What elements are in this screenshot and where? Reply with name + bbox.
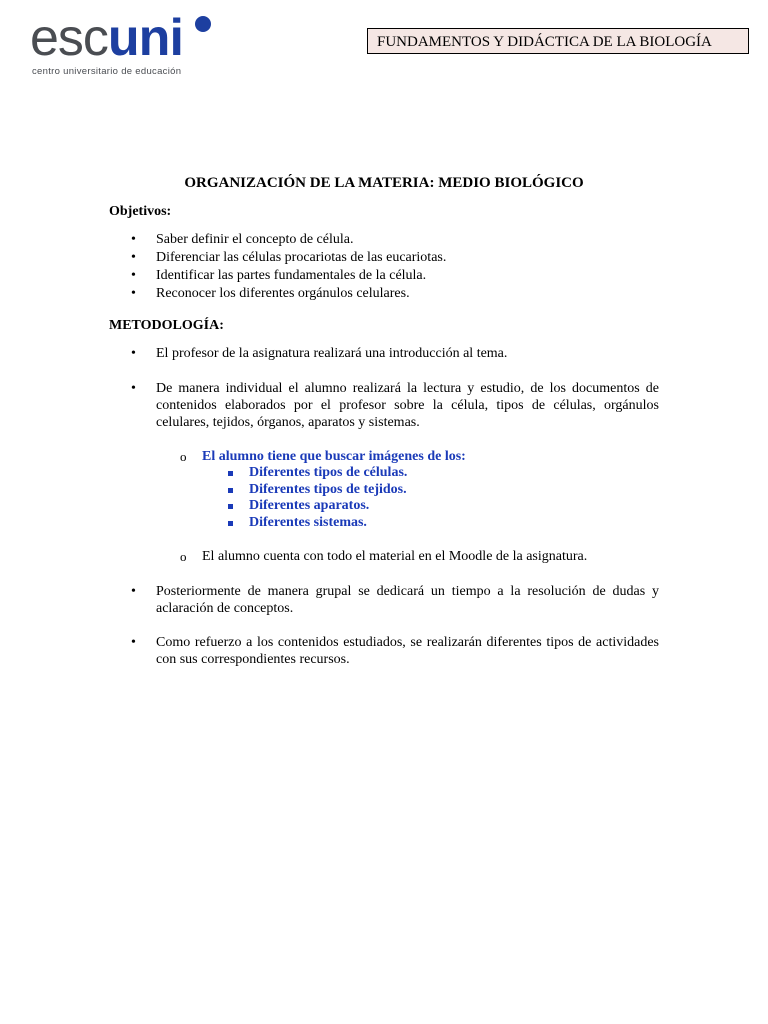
bullet-icon: • bbox=[131, 250, 136, 265]
methodology-item-2 bbox=[131, 380, 659, 431]
logo-esc: esc bbox=[30, 9, 108, 67]
list-item bbox=[131, 231, 659, 249]
bullet-icon: • bbox=[131, 635, 136, 650]
square-bullet-icon bbox=[228, 504, 233, 509]
bullet-icon: • bbox=[131, 232, 136, 247]
objectives-heading: Objetivos: bbox=[109, 204, 172, 219]
bullet-icon: • bbox=[131, 286, 136, 301]
escuni-logo bbox=[30, 10, 210, 80]
square-bullet-icon bbox=[228, 488, 233, 493]
bullet-icon: • bbox=[131, 346, 136, 361]
sub-point-text: El alumno tiene que buscar imágenes de los: bbox=[202, 449, 466, 464]
logo-wordmark bbox=[30, 10, 183, 66]
square-bullet-icon bbox=[228, 471, 233, 476]
sub-item-text: Diferentes tipos de células. bbox=[249, 465, 408, 480]
bullet-icon: • bbox=[131, 381, 136, 396]
square-bullet-icon bbox=[228, 521, 233, 526]
list-item bbox=[131, 380, 659, 431]
list-item bbox=[131, 634, 659, 668]
bullet-icon: • bbox=[131, 268, 136, 283]
list-item bbox=[131, 583, 659, 617]
logo-emblem-icon bbox=[195, 16, 211, 32]
sub-point-text: El alumno cuenta con todo el material en el Moodle de la asignatura. bbox=[202, 549, 588, 564]
sub-item-text: Diferentes sistemas. bbox=[249, 515, 367, 531]
methodology-item-1 bbox=[131, 346, 659, 362]
objective-text: Diferenciar las células procariotas de las eucariotas. bbox=[156, 250, 447, 265]
sub-item-text: Diferentes tipos de tejidos. bbox=[249, 481, 407, 497]
list-item bbox=[226, 465, 626, 482]
list-item bbox=[226, 498, 626, 515]
methodology-text: Como refuerzo a los contenidos estudiados, se realizarán diferentes tipos de actividades con sus correspondientes recursos. bbox=[156, 635, 659, 667]
list-item bbox=[131, 285, 659, 303]
page-title: ORGANIZACIÓN DE LA MATERIA: MEDIO BIOLÓGICO bbox=[184, 175, 584, 191]
methodology-text: De manera individual el alumno realizará la lectura y estudio, de los documentos de contenidos elaborados por el profesor sobre la célula, tipos de células, orgánulos celulares, tejidos, órganos, aparatos y sistemas. bbox=[156, 381, 659, 430]
methodology-text: El profesor de la asignatura realizará una introducción al tema. bbox=[156, 346, 508, 361]
list-item bbox=[226, 482, 626, 499]
objective-text: Saber definir el concepto de célula. bbox=[156, 232, 354, 247]
methodology-text: Posteriormente de manera grupal se dedicará un tiempo a la resolución de dudas y aclaración de conceptos. bbox=[156, 584, 659, 616]
list-item bbox=[131, 267, 659, 285]
list-item bbox=[131, 346, 659, 362]
circle-bullet-icon: o bbox=[180, 449, 187, 464]
logo-uni: uni bbox=[107, 9, 183, 67]
sub-item-text: Diferentes aparatos. bbox=[249, 498, 370, 514]
logo-tagline: centro universitario de educación bbox=[32, 66, 182, 77]
list-item bbox=[131, 249, 659, 267]
image-search-list bbox=[226, 465, 626, 532]
methodology-item-4 bbox=[131, 634, 659, 668]
course-title-box: FUNDAMENTOS Y DIDÁCTICA DE LA BIOLOGÍA bbox=[367, 28, 749, 54]
sub-point-images bbox=[180, 448, 660, 465]
objective-text: Identificar las partes fundamentales de la célula. bbox=[156, 268, 427, 283]
bullet-icon: • bbox=[131, 584, 136, 599]
sub-point-moodle bbox=[180, 548, 660, 565]
circle-bullet-icon: o bbox=[180, 549, 187, 564]
objective-text: Reconocer los diferentes orgánulos celulares. bbox=[156, 286, 410, 301]
methodology-item-3 bbox=[131, 583, 659, 617]
objectives-list bbox=[131, 231, 659, 303]
methodology-heading: METODOLOGÍA: bbox=[109, 318, 224, 333]
list-item bbox=[226, 515, 626, 532]
